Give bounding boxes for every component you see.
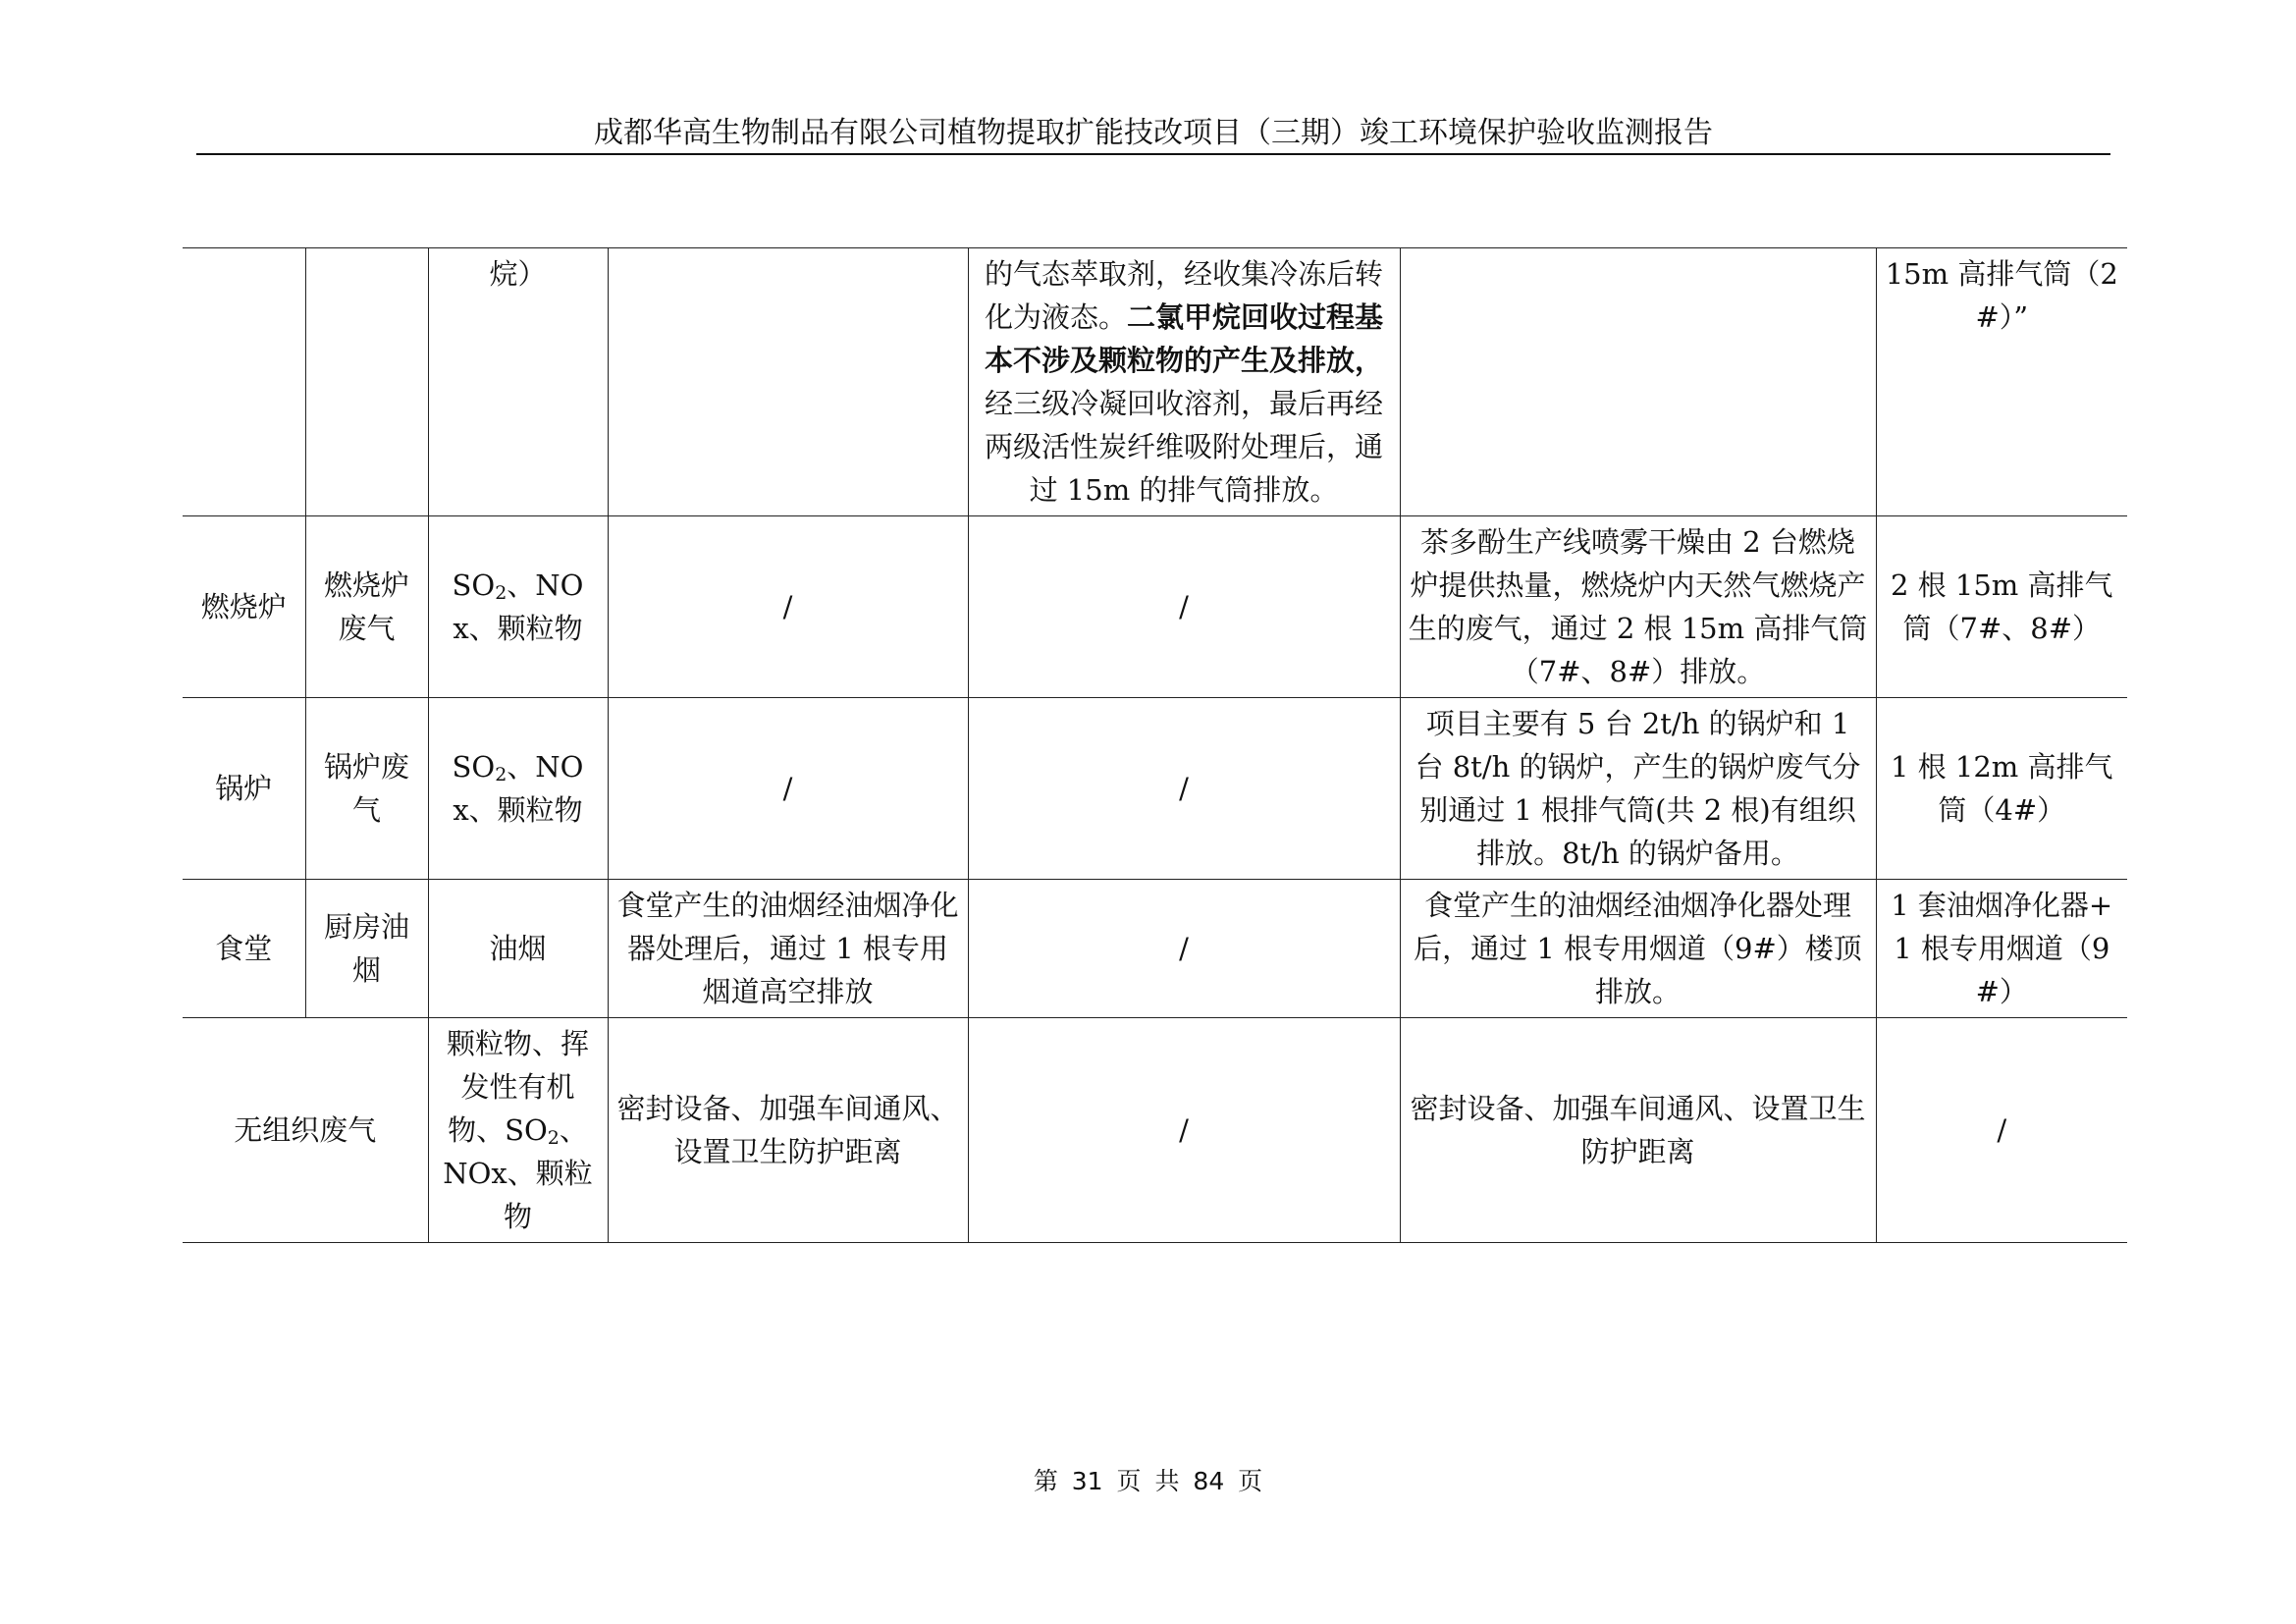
pollutant-text: SO [452, 750, 496, 784]
subscript: 2 [495, 582, 507, 604]
table-row [183, 880, 2127, 1018]
table-row [183, 698, 2127, 880]
table-row [183, 516, 2127, 698]
table-row [183, 1018, 2127, 1243]
eia-measure-cell: / [608, 516, 968, 698]
pollution-type-cell: 燃烧炉废气 [305, 516, 428, 698]
pollutant-cell: 油烟 [428, 880, 608, 1018]
facility-cell: 2 根 15m 高排气筒（7#、8#） [1876, 516, 2127, 698]
table-row [183, 248, 2127, 516]
source-cell: 燃烧炉 [183, 516, 305, 698]
measure-text: 的气态萃取剂，经收集冷冻后转化为液态。 [984, 257, 1383, 334]
waste-gas-treatment-table [183, 247, 2127, 1243]
header-divider [196, 153, 2110, 155]
eia-measure-cell [608, 248, 968, 516]
measure-text-bold: 二氯甲烷回收过程基本不涉及颗粒物的产生及排放， [984, 300, 1384, 377]
actual-measure-cell: 密封设备、加强车间通风、设置卫生防护距离 [1400, 1018, 1876, 1243]
source-cell [183, 248, 305, 516]
eia-measure-cell: / [608, 698, 968, 880]
actual-measure-cell: 茶多酚生产线喷雾干燥由 2 台燃烧炉提供热量，燃烧炉内天然气燃烧产生的废气，通过 2 根 15m 高排气筒（7#、8#）排放。 [1400, 516, 1876, 698]
change-measure-cell [968, 248, 1400, 516]
subscript: 2 [547, 1127, 560, 1149]
pollutant-text: 颗粒物、挥发性有机物、SO [446, 1027, 589, 1147]
change-measure-cell: / [968, 698, 1400, 880]
actual-measure-cell [1400, 248, 1876, 516]
change-measure-cell: / [968, 880, 1400, 1018]
facility-cell: / [1876, 1018, 2127, 1243]
report-header-title: 成都华高生物制品有限公司植物提取扩能技改项目（三期）竣工环境保护验收监测报告 [594, 116, 1713, 150]
measure-text: 经三级冷凝回收溶剂，最后再经两级活性炭纤维吸附处理后，通过 15m 的排气筒排放。 [984, 387, 1383, 507]
change-measure-cell: / [968, 516, 1400, 698]
pollution-type-cell [305, 248, 428, 516]
pollution-type-cell: 厨房油烟 [305, 880, 428, 1018]
pollutant-text: 、NOx、颗粒物 [453, 568, 584, 645]
facility-cell: 1 套油烟净化器+1 根专用烟道（9#） [1876, 880, 2127, 1018]
pollutant-cell [428, 1018, 608, 1243]
change-measure-cell: / [968, 1018, 1400, 1243]
source-cell: 锅炉 [183, 698, 305, 880]
eia-measure-cell: 食堂产生的油烟经油烟净化器处理后，通过 1 根专用烟道高空排放 [608, 880, 968, 1018]
source-cell: 食堂 [183, 880, 305, 1018]
pollutant-text: 、NOx、颗粒物 [443, 1113, 593, 1233]
pollution-type-cell: 锅炉废气 [305, 698, 428, 880]
pollutant-cell [428, 698, 608, 880]
source-cell-merged: 无组织废气 [183, 1018, 428, 1243]
actual-measure-cell: 食堂产生的油烟经油烟净化器处理后，通过 1 根专用烟道（9#）楼顶排放。 [1400, 880, 1876, 1018]
facility-cell: 15m 高排气筒（2#）” [1876, 248, 2127, 516]
pollutant-cell [428, 516, 608, 698]
facility-cell: 1 根 12m 高排气筒（4#） [1876, 698, 2127, 880]
page-number: 第 31 页 共 84 页 [1033, 1467, 1263, 1495]
subscript: 2 [495, 764, 507, 785]
pollutant-cell: 烷） [428, 248, 608, 516]
eia-measure-cell: 密封设备、加强车间通风、设置卫生防护距离 [608, 1018, 968, 1243]
pollutant-text: SO [452, 568, 496, 602]
actual-measure-cell: 项目主要有 5 台 2t/h 的锅炉和 1 台 8t/h 的锅炉，产生的锅炉废气分别通过 1 根排气筒(共 2 根)有组织排放。8t/h 的锅炉备用。 [1400, 698, 1876, 880]
pollutant-text: 、NOx、颗粒物 [453, 750, 584, 827]
